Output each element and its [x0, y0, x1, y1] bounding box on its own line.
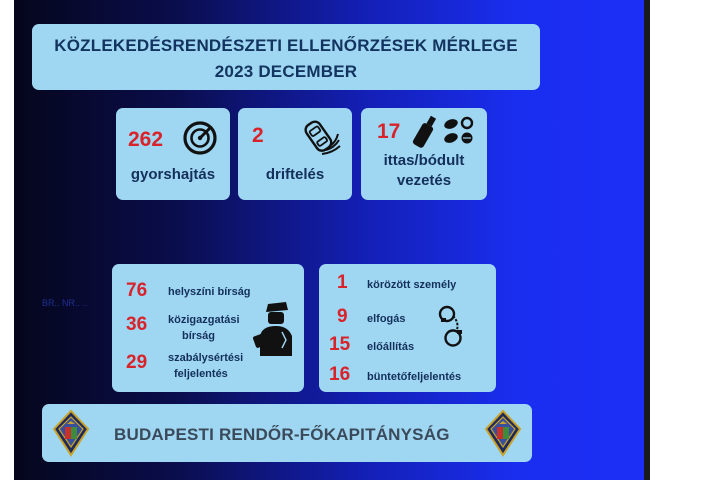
- arrest-row-3-label: előállítás: [367, 341, 415, 353]
- title-line-2: 2023 DECEMBER: [214, 62, 358, 81]
- footer-panel: [42, 404, 532, 462]
- faint-background-text: BR.. NR.. ..: [42, 298, 88, 308]
- left-margin: [0, 0, 14, 480]
- speedometer-icon: [182, 120, 218, 156]
- footer-organization-name: BUDAPESTI RENDŐR-FŐKAPITÁNYSÁG: [114, 425, 450, 444]
- fine-row-2-value: 36: [126, 314, 148, 335]
- fine-row-3-label-line-2: feljelentés: [174, 368, 228, 380]
- title-panel: [32, 24, 540, 90]
- arrest-row-3-value: 15: [329, 334, 351, 355]
- drunk-label-line-2: vezetés: [396, 172, 452, 189]
- police-crest-icon: [484, 409, 522, 457]
- fines-panel: [112, 264, 304, 392]
- drunk-value: 17: [377, 120, 401, 143]
- arrest-row-4-label: büntetőfeljelentés: [367, 371, 462, 383]
- arrest-row-1-label: körözött személy: [367, 279, 457, 291]
- handcuffs-icon: [437, 304, 469, 348]
- arrest-row-1-value: 1: [337, 272, 348, 293]
- arrest-row-4-value: 16: [329, 364, 351, 385]
- stat-card-speeding: [116, 108, 230, 200]
- speeding-label: gyorshajtás: [130, 166, 216, 183]
- infographic-poster: [14, 0, 644, 480]
- drunk-label-line-1: ittas/bódult: [383, 152, 465, 169]
- fine-row-1-value: 76: [126, 280, 148, 301]
- arrest-row-2-label: elfogás: [367, 313, 406, 325]
- fine-row-2-label-line-2: bírság: [182, 330, 216, 342]
- arrests-panel: [319, 264, 496, 392]
- arrest-row-2-value: 9: [337, 306, 348, 327]
- title-line-1: KÖZLEKEDÉSRENDÉSZETI ELLENŐRZÉSEK MÉRLEGE: [54, 36, 518, 55]
- drifting-value: 2: [252, 124, 264, 147]
- drifting-car-icon: [296, 116, 342, 158]
- fine-row-2-label-line-1: közigazgatási: [168, 314, 240, 326]
- stat-card-drunk-driving: [361, 108, 487, 200]
- speeding-value: 262: [128, 128, 164, 151]
- police-crest-icon: [52, 409, 90, 457]
- stat-card-drifting: [238, 108, 352, 200]
- fine-row-3-value: 29: [126, 352, 148, 373]
- fine-row-1-label: helyszíni bírság: [168, 286, 251, 298]
- police-officer-icon: [252, 300, 298, 356]
- drifting-label: driftelés: [265, 166, 325, 183]
- bottle-pills-icon: [411, 114, 477, 150]
- right-divider: [644, 0, 650, 480]
- fine-row-3-label-line-1: szabálysértési: [168, 352, 244, 364]
